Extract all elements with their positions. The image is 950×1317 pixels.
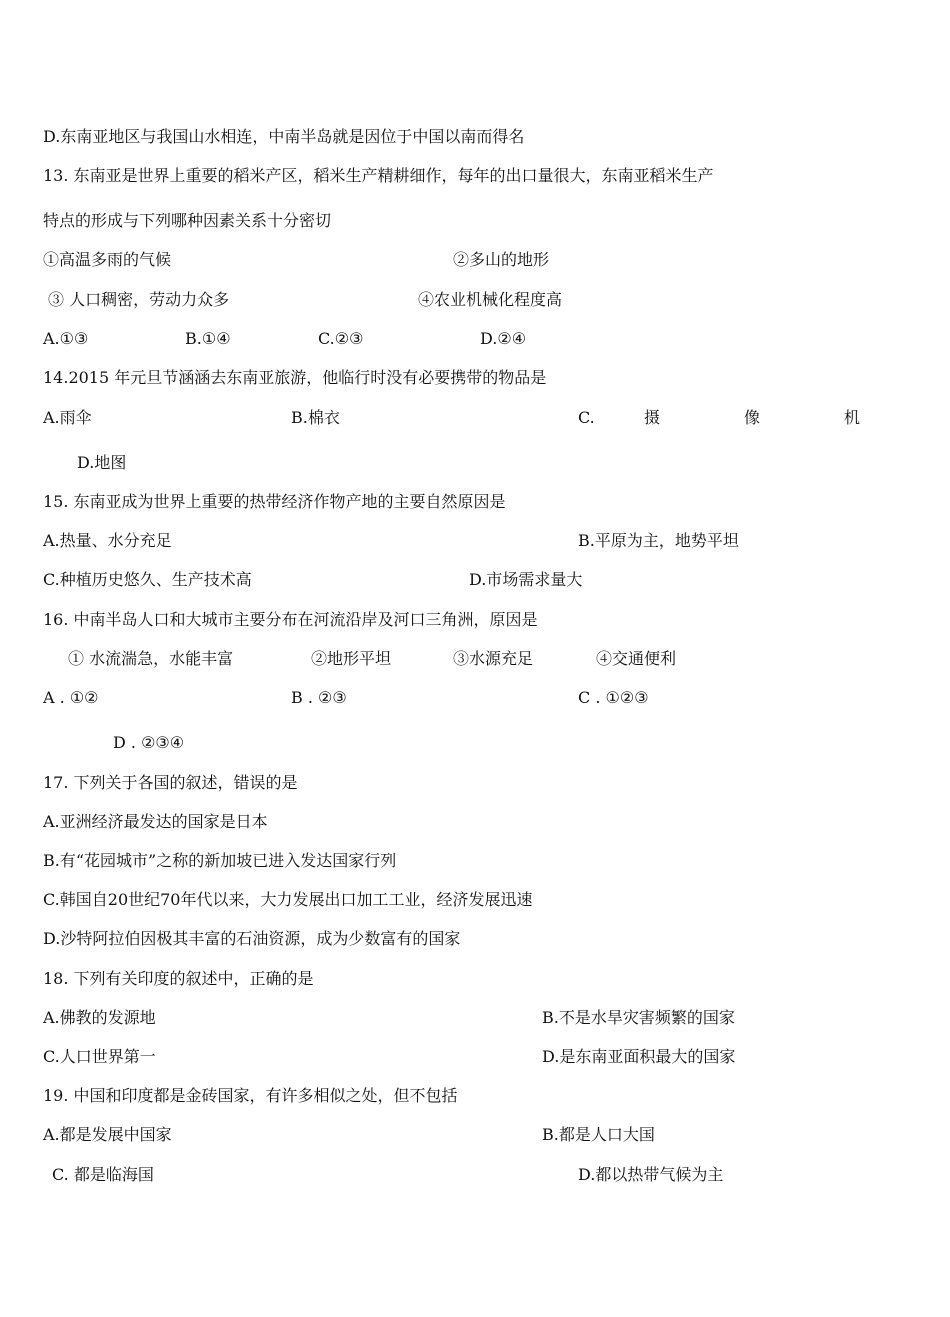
q19-stem: 19. 中国和印度都是金砖国家，有许多相似之处，但不包括	[43, 1086, 458, 1105]
q19-option-a: A.都是发展中国家	[43, 1125, 172, 1144]
q12-option-d: D.东南亚地区与我国山水相连，中南半岛就是因位于中国以南而得名	[43, 127, 525, 146]
q16-option-d: D . ②③④	[113, 733, 185, 752]
q17-option-c: C.韩国自20世纪70年代以来，大力发展出口加工工业，经济发展迅速	[43, 890, 533, 909]
q17-stem: 17. 下列关于各国的叙述，错误的是	[43, 773, 298, 792]
q15-stem: 15. 东南亚成为世界上重要的热带经济作物产地的主要自然原因是	[43, 492, 506, 511]
q14-option-d: D.地图	[77, 453, 127, 472]
q13-item-4: ④农业机械化程度高	[418, 290, 563, 309]
q13-item-3: ③ 人口稠密，劳动力众多	[48, 290, 230, 309]
q14-stem: 14.2015 年元旦节涵涵去东南亚旅游，他临行时没有必要携带的物品是	[43, 368, 547, 387]
q16-item-4: ④交通便利	[596, 649, 677, 668]
q18-stem: 18. 下列有关印度的叙述中，正确的是	[43, 969, 314, 988]
q16-item-2: ②地形平坦	[311, 649, 392, 668]
q14-option-c-prefix: C.	[578, 408, 595, 427]
q17-option-d: D.沙特阿拉伯因极其丰富的石油资源，成为少数富有的国家	[43, 929, 461, 948]
q13-stem-line2: 特点的形成与下列哪种因素关系十分密切	[43, 211, 332, 230]
q17-option-a: A.亚洲经济最发达的国家是日本	[43, 812, 268, 831]
q19-option-b: B.都是人口大国	[542, 1125, 655, 1144]
q16-stem: 16. 中南半岛人口和大城市主要分布在河流沿岸及河口三角洲，原因是	[43, 610, 538, 629]
q13-option-d: D.②④	[480, 329, 527, 348]
q18-option-b: B.不是水旱灾害频繁的国家	[542, 1008, 735, 1027]
q13-item-1: ①高温多雨的气候	[43, 250, 172, 269]
q16-option-c: C . ①②③	[578, 688, 649, 707]
q14-option-c-char-3: 机	[843, 408, 860, 427]
q14-option-b: B.棉衣	[291, 408, 340, 427]
q18-option-d: D.是东南亚面积最大的国家	[542, 1047, 736, 1066]
q18-option-c: C.人口世界第一	[43, 1047, 156, 1066]
q14-option-a: A.雨伞	[43, 408, 92, 427]
q14-option-c-char-2: 像	[743, 408, 760, 427]
q15-option-a: A.热量、水分充足	[43, 531, 172, 550]
q13-option-a: A.①③	[43, 329, 89, 348]
q16-option-a: A . ①②	[43, 688, 99, 707]
q15-option-b: B.平原为主，地势平坦	[578, 531, 739, 550]
q14-option-c-text	[644, 408, 860, 428]
q13-item-2: ②多山的地形	[453, 250, 550, 269]
q15-option-c: C.种植历史悠久、生产技术高	[43, 570, 252, 589]
q14-option-c-char-1: 摄	[644, 408, 661, 427]
q16-item-1: ① 水流湍急，水能丰富	[68, 649, 234, 668]
q13-option-c: C.②③	[318, 329, 364, 348]
q15-option-d: D.市场需求量大	[469, 570, 583, 589]
q17-option-b: B.有“花园城市”之称的新加坡已进入发达国家行列	[43, 851, 397, 870]
q13-stem-line1: 13. 东南亚是世界上重要的稻米产区，稻米生产精耕细作，每年的出口量很大，东南亚稻米生产	[43, 166, 714, 185]
q16-option-b: B . ②③	[291, 688, 347, 707]
q19-option-c: C. 都是临海国	[52, 1165, 154, 1184]
q16-item-3: ③水源充足	[453, 649, 534, 668]
q19-option-d: D.都以热带气候为主	[578, 1165, 724, 1184]
q18-option-a: A.佛教的发源地	[43, 1008, 156, 1027]
q13-option-b: B.①④	[185, 329, 231, 348]
